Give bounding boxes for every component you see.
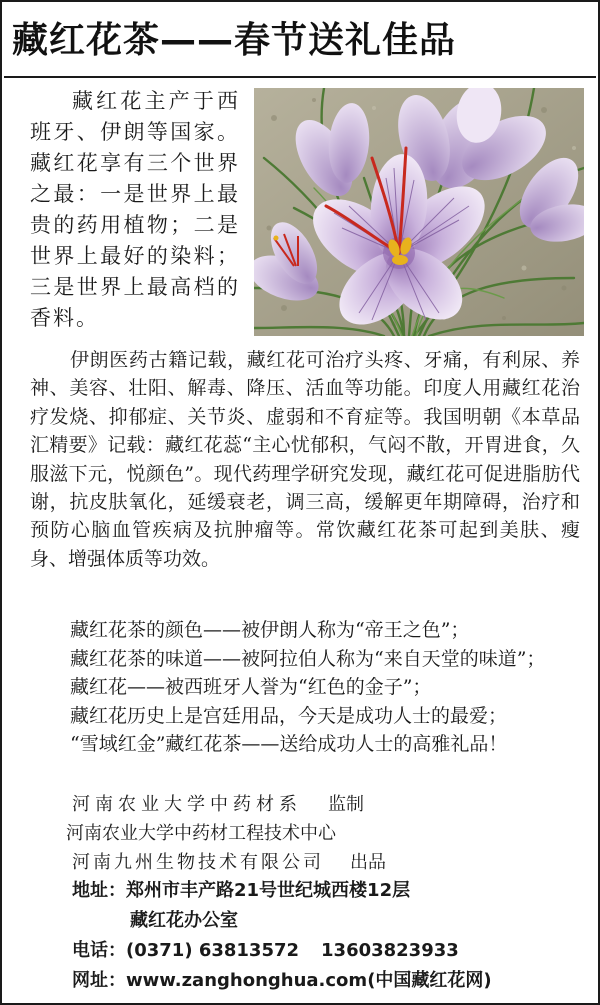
- address-value: 郑州市丰产路21号世纪城西楼12层: [126, 880, 411, 901]
- website-url[interactable]: www.zanghonghua.com: [126, 970, 368, 991]
- slogan-line: 藏红花历史上是宫廷用品，今天是成功人士的最爱；: [70, 704, 508, 727]
- center-line: 河南农业大学中药材工程技术中心: [66, 823, 336, 844]
- maker-org: 河南九州生物技术有限公司: [72, 852, 324, 873]
- supervisor-role: 监制: [328, 794, 364, 815]
- phone-label: 电话：: [72, 940, 126, 961]
- supervisor-org: 河南农业大学中药材系: [72, 794, 302, 815]
- phone-number-1: (0371) 63813572: [126, 940, 300, 961]
- crocus-flower-photo: [254, 88, 584, 336]
- lead-paragraph: 藏红花主产于西班牙、伊朗等国家。藏红花享有三个世界之最：一是世界上最贵的药用植物；二是世界上最好的染料；三是世界上最高档的香料。: [30, 89, 240, 330]
- address-label: 地址：: [72, 880, 126, 901]
- maker-role: 出品: [350, 852, 386, 873]
- supervisor-line: [72, 790, 572, 819]
- contact-block: [72, 876, 592, 996]
- body-paragraph: 伊朗医药古籍记载，藏红花可治疗头疼、牙痛，有利尿、养神、美容、壮阳、解毒、降压、活血等功能。印度人用藏红花治疗发烧、抑郁症、关节炎、虚弱和不育症等。我国明朝《本草品汇精要》记载：藏红花蕊“主心忧郁积，气闷不散，开胃进食，久服滋下元，悦颜色”。现代药理学研究发现，藏红花可促进脂肪代谢，抗皮肤氧化，延缓衰老，调三高，缓解更年期障碍，治疗和预防心脑血管疾病及抗肿瘤等。常饮藏红花茶可起到美肤、瘦身、增强体质等功效。: [30, 349, 580, 570]
- slogan-list: [30, 616, 580, 759]
- phone-line: [72, 936, 592, 966]
- slogan-line: 藏红花——被西班牙人誉为“红色的金子”；: [70, 676, 432, 699]
- slogan-line: “雪域红金”藏红花茶——送给成功人士的高雅礼品！: [70, 733, 508, 756]
- maker-line: [72, 848, 572, 877]
- producer-block: [66, 790, 572, 877]
- phone-number-2: 13603823933: [321, 940, 459, 961]
- title-divider: [4, 76, 596, 78]
- address-line-2: 藏红花办公室: [130, 910, 238, 931]
- website-label: 网址：: [72, 970, 126, 991]
- address-line: [72, 876, 592, 906]
- website-line: [72, 966, 592, 996]
- website-note: (中国藏红花网): [367, 970, 492, 991]
- ad-title: 藏红花茶——春节送礼佳品: [12, 20, 457, 61]
- slogan-line: 藏红花茶的味道——被阿拉伯人称为“来自天堂的味道”；: [70, 647, 546, 670]
- slogan-line: 藏红花茶的颜色——被伊朗人称为“帝王之色”；: [70, 619, 470, 641]
